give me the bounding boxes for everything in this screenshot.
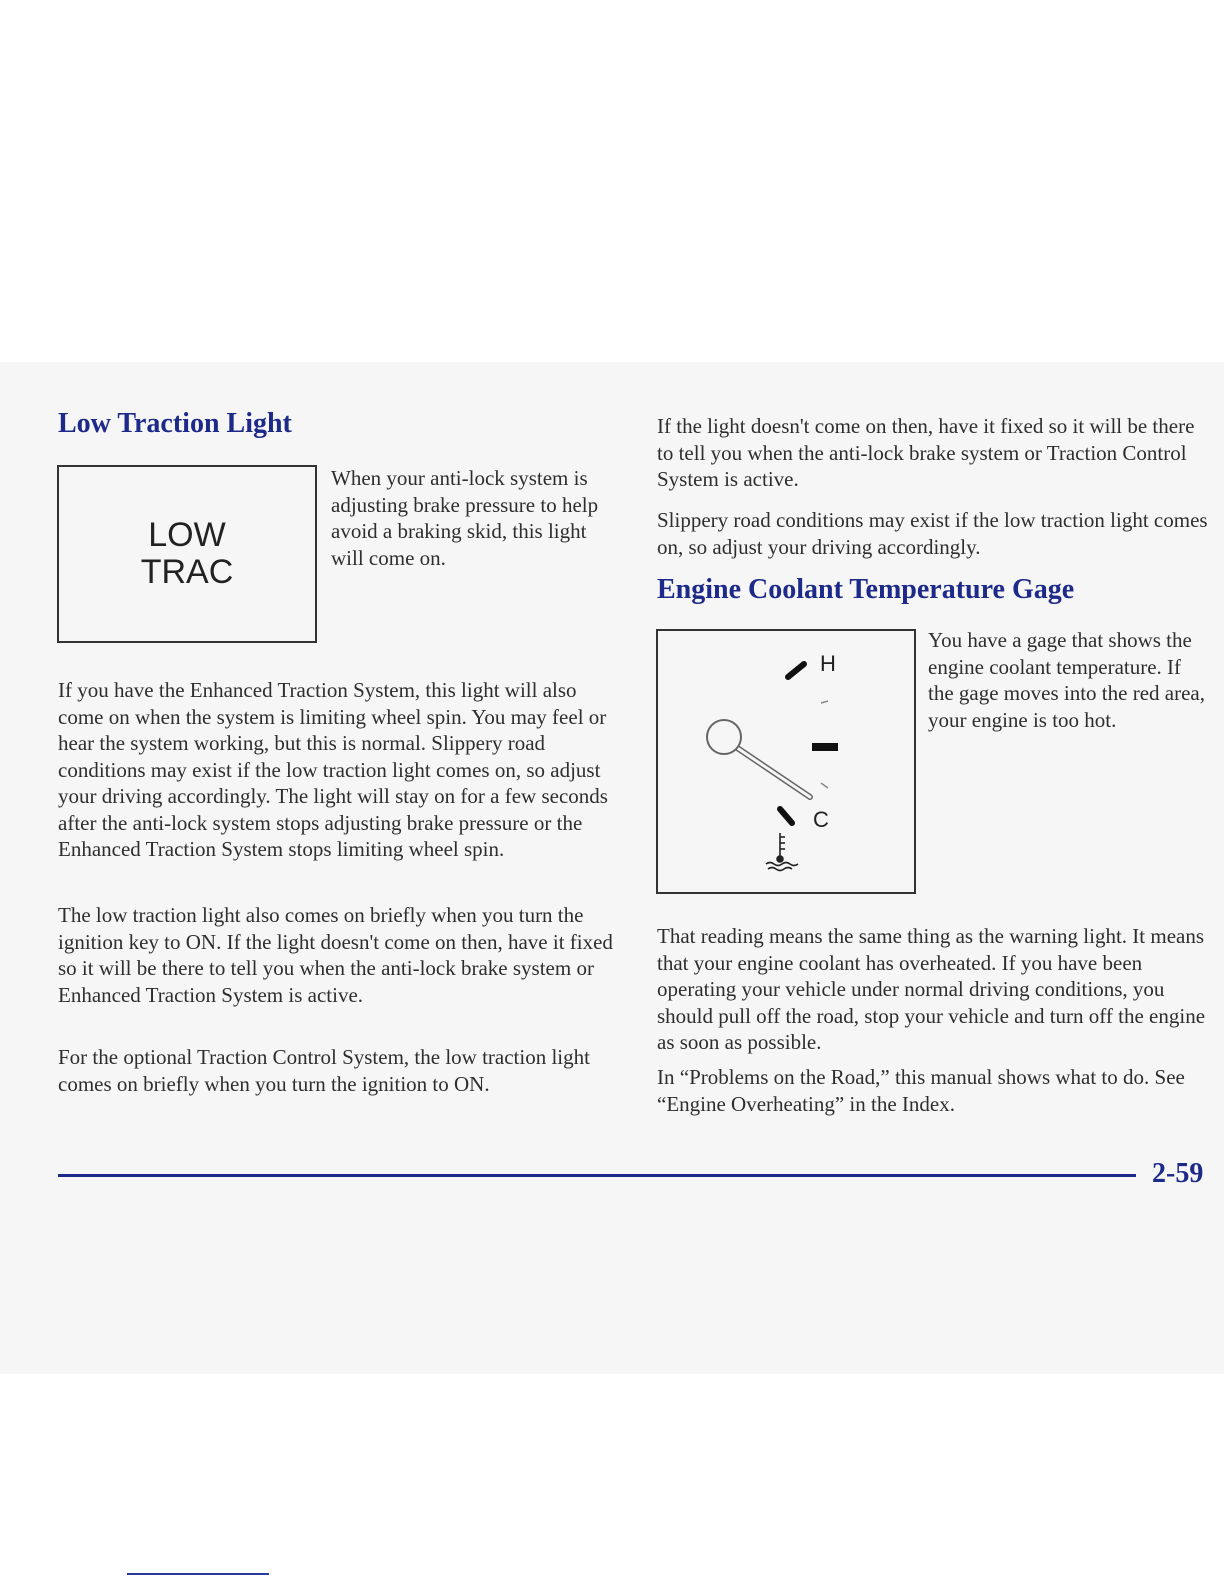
- gage-minor-tick-lower: [821, 783, 828, 788]
- coolant-gage-drawing: [658, 631, 914, 892]
- coolant-para1: That reading means the same thing as the warning light. It means that your engine coolant has overheated. If you have been operating your vehicle under normal driving conditions, you should pull off the road, stop your vehicle and turn off the engine as soon as possible.: [657, 924, 1206, 1054]
- coolant-gage-intro: You have a gage that shows the engine coolant temperature. If the gage moves into the red area, your engine is too hot.: [928, 628, 1205, 732]
- coolant-gage-heading: Engine Coolant Temperature Gage: [657, 574, 1075, 605]
- low-trac-indicator-figure: [57, 465, 317, 643]
- gage-hot-label: H: [820, 651, 836, 676]
- coolant-temp-icon: [766, 833, 798, 871]
- right-para-top1: If the light doesn't come on then, have it fixed so it will be there to tell you when the anti-lock brake system or Traction Control System is active.: [657, 414, 1195, 491]
- low-trac-line1: LOW: [148, 516, 226, 554]
- gage-minor-tick-upper: [821, 701, 828, 703]
- coolant-para2: In “Problems on the Road,” this manual shows what to do. See “Engine Overheating” in the Index.: [657, 1065, 1185, 1116]
- low-trac-indicator-text: [59, 517, 315, 591]
- gage-middle-mark: [812, 743, 838, 751]
- hot-tick-mark: [788, 664, 804, 677]
- low-traction-para3: For the optional Traction Control System, the low traction light comes on briefly when you turn the ignition to ON.: [58, 1045, 590, 1096]
- coolant-gage-figure: [656, 629, 916, 894]
- gage-pointer-hub: [707, 720, 741, 754]
- footer-rule: [58, 1174, 1136, 1177]
- right-para-top2: Slippery road conditions may exist if the low traction light comes on, so adjust your driving accordingly.: [657, 508, 1208, 559]
- bottom-edge-line: [127, 1573, 269, 1575]
- low-traction-para2: The low traction light also comes on briefly when you turn the ignition key to ON. If the light doesn't come on then, have it fixed so it will be there to tell you when the anti-lock brake system or Enhanced Traction System is active.: [58, 903, 613, 1007]
- low-traction-intro: When your anti-lock system is adjusting brake pressure to help avoid a braking skid, this light will come on.: [331, 466, 599, 570]
- low-trac-line2: TRAC: [140, 553, 234, 591]
- gage-cold-label: C: [813, 807, 829, 832]
- page-number: 2-59: [1152, 1158, 1204, 1189]
- cold-tick-mark: [780, 809, 792, 823]
- low-traction-heading: Low Traction Light: [58, 408, 292, 439]
- low-traction-para1: If you have the Enhanced Traction System, this light will also come on when the system is limiting wheel spin. You may feel or hear the system working, but this is normal. Slippery road conditions may exist if the low traction light comes on, so adjust your driving accordingly. The light will stay on for a few seconds after the anti-lock system stops adjusting brake pressure or the Enhanced Traction System stops limiting wheel spin.: [58, 678, 608, 861]
